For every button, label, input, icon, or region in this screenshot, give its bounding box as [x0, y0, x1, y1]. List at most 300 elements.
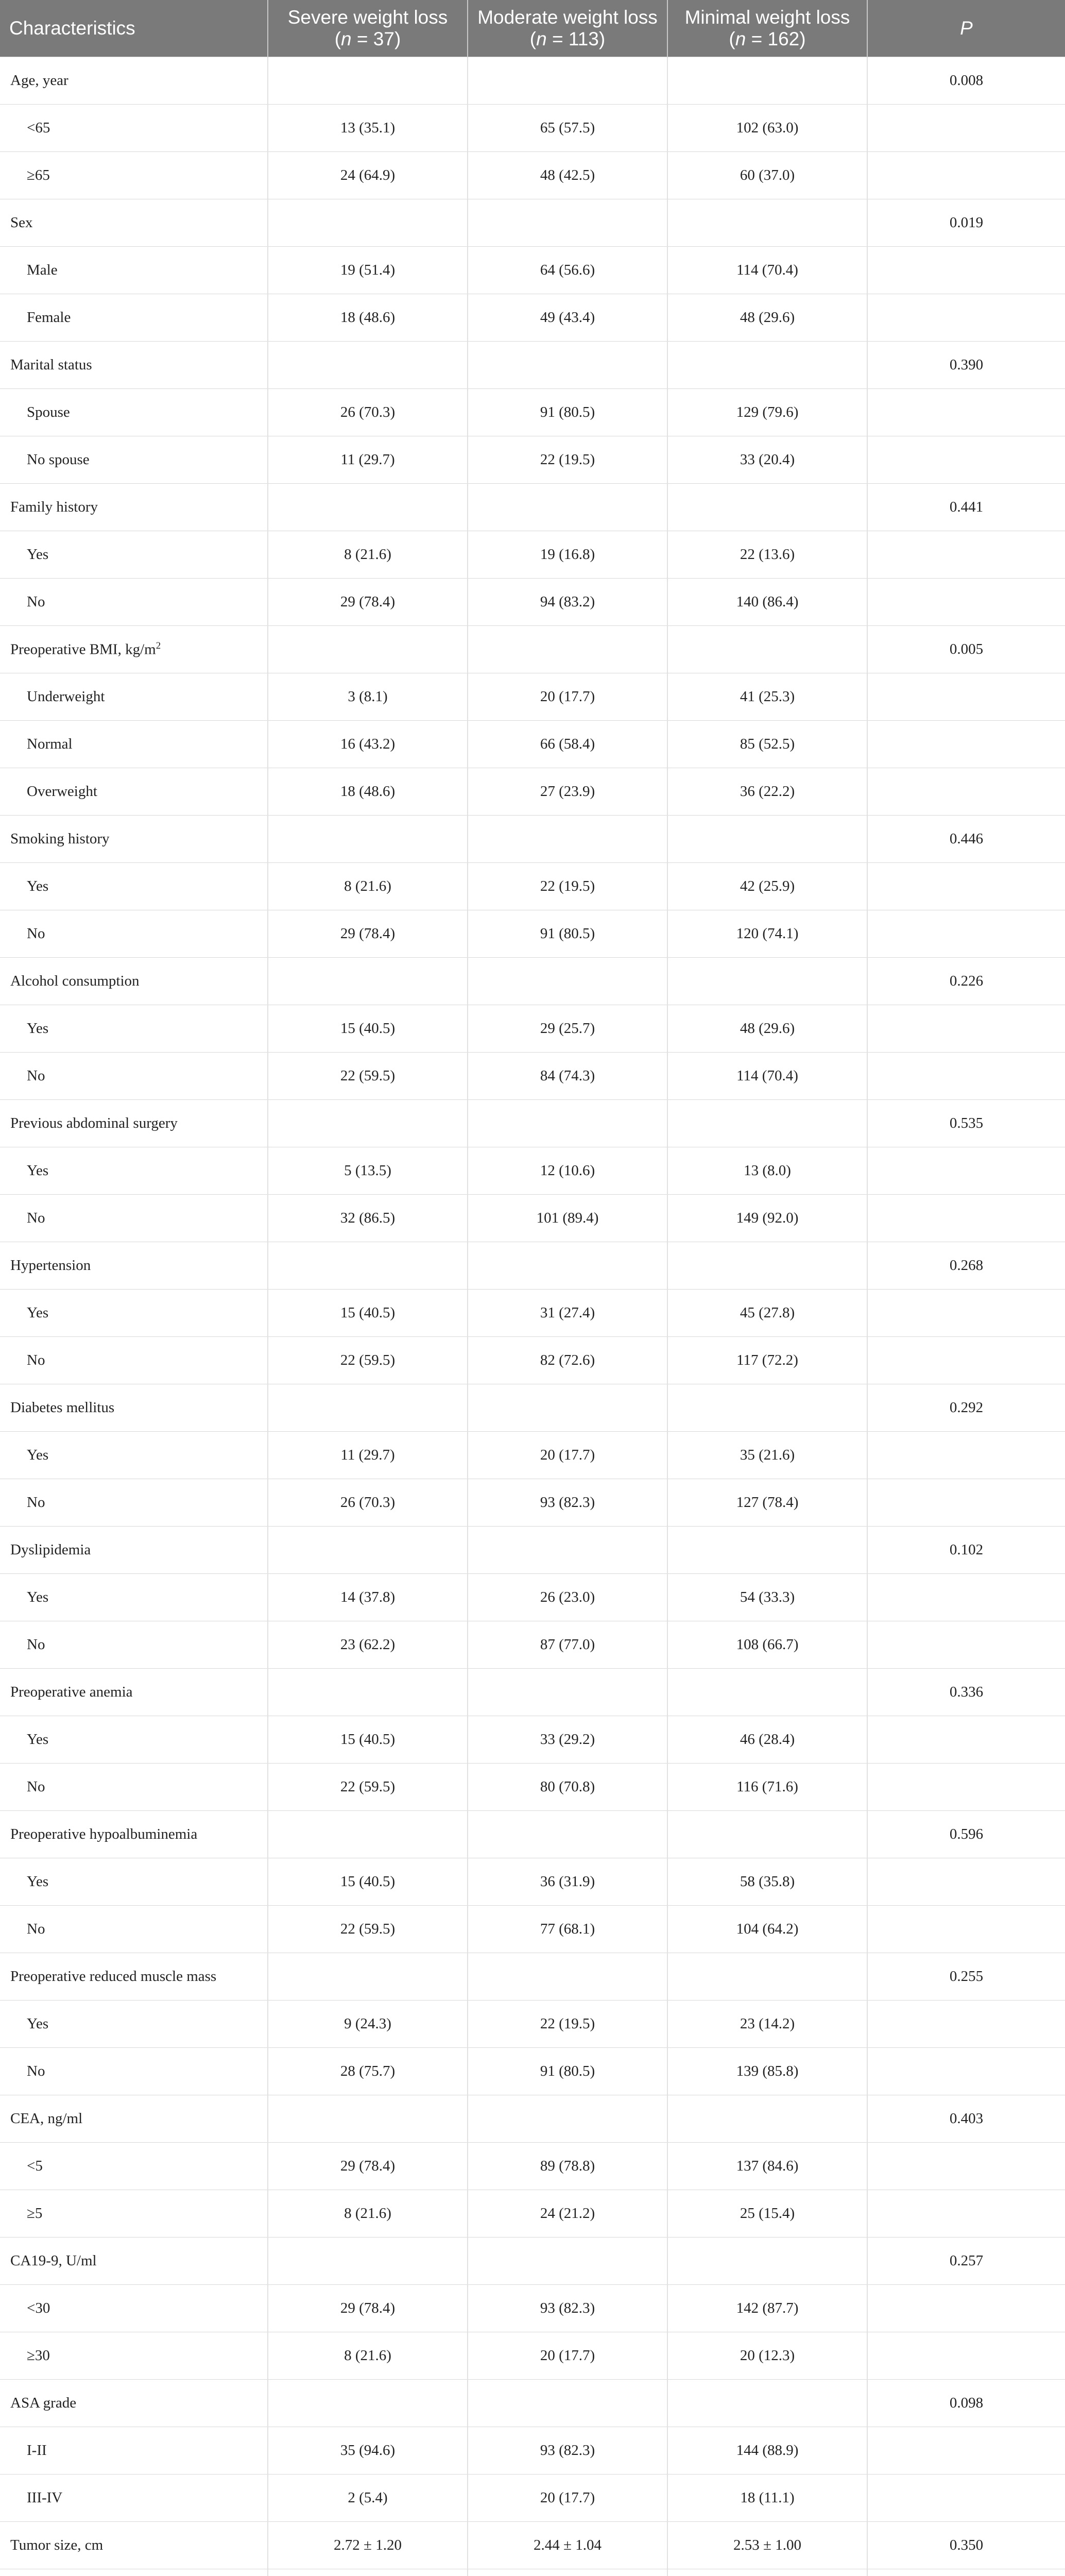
table-row-subcategory [0, 1337, 1065, 1384]
minimal-cell: 22 (13.6) [667, 531, 867, 579]
header-severe-weight-loss: Severe weight loss (n = 37) [268, 0, 468, 57]
minimal-cell: 104 (64.2) [667, 1906, 867, 1953]
minimal-cell: 25 (15.4) [667, 2190, 867, 2238]
characteristic-cell: Smoking history [0, 816, 268, 863]
p-value-cell [867, 1432, 1065, 1479]
severe-cell: 22 (59.5) [268, 1337, 468, 1384]
characteristic-cell: No spouse [0, 436, 268, 484]
moderate-cell: 66 (58.4) [468, 721, 667, 768]
severe-cell [268, 342, 468, 389]
minimal-cell [667, 1669, 867, 1716]
p-value-cell: 0.292 [867, 1384, 1065, 1432]
minimal-cell: 108 (66.7) [667, 1621, 867, 1669]
p-value-cell [867, 2143, 1065, 2190]
moderate-cell [468, 342, 667, 389]
characteristic-cell: Family history [0, 484, 268, 531]
minimal-cell [667, 816, 867, 863]
p-value-cell: 0.005 [867, 626, 1065, 673]
minimal-cell: 142 (87.7) [667, 2285, 867, 2332]
characteristic-cell: Preoperative anemia [0, 1669, 268, 1716]
characteristic-cell: Sex [0, 199, 268, 247]
moderate-cell: 84 (74.3) [468, 1053, 667, 1100]
characteristic-cell: Marital status [0, 342, 268, 389]
severe-cell: 29 (78.4) [268, 579, 468, 626]
severe-cell [268, 1384, 468, 1432]
moderate-cell: 20 (17.7) [468, 2475, 667, 2522]
moderate-cell: 27 (23.9) [468, 768, 667, 816]
moderate-cell: 12 (10.6) [468, 1147, 667, 1195]
p-value-cell: 0.268 [867, 1242, 1065, 1290]
moderate-cell: 77 (68.1) [468, 1906, 667, 1953]
table-row-characteristic [0, 1527, 1065, 1574]
severe-cell [268, 816, 468, 863]
characteristic-cell: CEA, ng/ml [0, 2095, 268, 2143]
characteristic-cell: <30 [0, 2285, 268, 2332]
minimal-cell: 41 (25.3) [667, 673, 867, 721]
severe-cell: 35 (94.6) [268, 2427, 468, 2475]
table-row-subcategory [0, 2475, 1065, 2522]
moderate-cell: 20 (17.7) [468, 673, 667, 721]
p-value-cell: 0.257 [867, 2238, 1065, 2285]
characteristic-cell: CA19-9, U/ml [0, 2238, 268, 2285]
characteristic-cell: Yes [0, 1005, 268, 1053]
moderate-cell [468, 1384, 667, 1432]
table-row-subcategory [0, 294, 1065, 342]
minimal-cell [667, 1242, 867, 1290]
moderate-cell: 19 (16.8) [468, 531, 667, 579]
p-value-cell [867, 1195, 1065, 1242]
minimal-cell [667, 1527, 867, 1574]
table-row-subcategory [0, 1195, 1065, 1242]
characteristic-cell: Female [0, 294, 268, 342]
p-value-cell [867, 105, 1065, 152]
table-row-characteristic [0, 2380, 1065, 2427]
p-value-cell [867, 579, 1065, 626]
table-row-characteristic [0, 199, 1065, 247]
severe-cell: 8 (21.6) [268, 2190, 468, 2238]
minimal-cell: 149 (92.0) [667, 1195, 867, 1242]
minimal-cell: 45 (27.8) [667, 1290, 867, 1337]
moderate-cell: 49 (43.4) [468, 294, 667, 342]
minimal-cell [667, 1811, 867, 1858]
characteristic-cell: Underweight [0, 673, 268, 721]
minimal-cell: 139 (85.8) [667, 2048, 867, 2095]
p-value-cell [867, 1574, 1065, 1621]
characteristic-cell: Diabetes mellitus [0, 1384, 268, 1432]
table-row-subcategory [0, 673, 1065, 721]
moderate-cell: 24 (21.2) [468, 2190, 667, 2238]
table-row-subcategory [0, 2190, 1065, 2238]
table-row-characteristic [0, 1242, 1065, 1290]
moderate-cell [468, 816, 667, 863]
severe-cell: 2 (5.4) [268, 2475, 468, 2522]
severe-cell: 22 (59.5) [268, 1764, 468, 1811]
characteristic-cell: Yes [0, 2001, 268, 2048]
header-characteristics: Characteristics [0, 0, 268, 57]
moderate-cell [468, 1811, 667, 1858]
p-value-cell [867, 721, 1065, 768]
moderate-cell: 101 (89.4) [468, 1195, 667, 1242]
minimal-cell [667, 199, 867, 247]
minimal-cell: 35 (21.6) [667, 1432, 867, 1479]
p-value-cell: 0.535 [867, 1100, 1065, 1147]
minimal-cell: 48 (29.6) [667, 1005, 867, 1053]
minimal-cell [667, 342, 867, 389]
severe-cell: 14 (37.8) [268, 1574, 468, 1621]
severe-cell: 13 (35.1) [268, 105, 468, 152]
moderate-cell: 93 (82.3) [468, 1479, 667, 1527]
severe-cell [268, 1953, 468, 2001]
moderate-cell [468, 2238, 667, 2285]
table-row-subcategory [0, 768, 1065, 816]
p-value-cell: 0.102 [867, 1527, 1065, 1574]
moderate-cell [468, 1100, 667, 1147]
severe-cell: 23 (62.2) [268, 1621, 468, 1669]
severe-cell: 2.72 ± 1.20 [268, 2522, 468, 2569]
severe-cell: 11 (29.7) [268, 436, 468, 484]
severe-cell: 29 (78.4) [268, 2143, 468, 2190]
moderate-cell: 20 (17.7) [468, 2332, 667, 2380]
table-row-subcategory [0, 2048, 1065, 2095]
severe-cell: 29 (78.4) [268, 910, 468, 958]
characteristic-cell: No [0, 1479, 268, 1527]
minimal-cell: 54 (33.3) [667, 1574, 867, 1621]
characteristic-cell: <65 [0, 105, 268, 152]
minimal-cell: 120 (74.1) [667, 910, 867, 958]
severe-cell [268, 2238, 468, 2285]
severe-cell [268, 1811, 468, 1858]
characteristic-cell: ≥30 [0, 2332, 268, 2380]
p-value-cell [867, 531, 1065, 579]
minimal-cell [667, 484, 867, 531]
characteristic-cell: Yes [0, 1858, 268, 1906]
table-row-subcategory [0, 2285, 1065, 2332]
moderate-cell: 94 (83.2) [468, 579, 667, 626]
moderate-cell [468, 958, 667, 1005]
p-value-cell [867, 1858, 1065, 1906]
moderate-cell: 87 (77.0) [468, 1621, 667, 1669]
moderate-cell: 91 (80.5) [468, 2048, 667, 2095]
severe-cell: 3 (8.1) [268, 673, 468, 721]
table-row-characteristic [0, 2238, 1065, 2285]
minimal-cell: 18 (11.1) [667, 2475, 867, 2522]
minimal-cell: 58 (35.8) [667, 1858, 867, 1906]
minimal-cell: 2.53 ± 1.00 [667, 2522, 867, 2569]
severe-cell: 26 (70.3) [268, 1479, 468, 1527]
moderate-cell: 91 (80.5) [468, 389, 667, 436]
moderate-cell: 22 (19.5) [468, 2001, 667, 2048]
minimal-cell: 33 (20.4) [667, 436, 867, 484]
p-value-cell [867, 1005, 1065, 1053]
minimal-cell: 116 (71.6) [667, 1764, 867, 1811]
severe-cell: 32 (86.5) [268, 1195, 468, 1242]
minimal-cell [667, 2095, 867, 2143]
p-value-cell: 0.255 [867, 1953, 1065, 2001]
table-row-subcategory [0, 2427, 1065, 2475]
minimal-cell: 129 (79.6) [667, 389, 867, 436]
p-value-cell [867, 2190, 1065, 2238]
p-value-cell [867, 2475, 1065, 2522]
minimal-cell: 60 (37.0) [667, 152, 867, 199]
characteristic-cell: Hypertension [0, 1242, 268, 1290]
table-row-characteristic [0, 1384, 1065, 1432]
minimal-cell [667, 2380, 867, 2427]
minimal-cell [667, 958, 867, 1005]
characteristic-cell: Preoperative reduced muscle mass [0, 1953, 268, 2001]
characteristic-cell: No [0, 1764, 268, 1811]
characteristic-cell: Alcohol consumption [0, 958, 268, 1005]
table-row-subcategory [0, 1574, 1065, 1621]
table-row-characteristic [0, 1100, 1065, 1147]
moderate-cell: 91 (80.5) [468, 910, 667, 958]
characteristic-cell: Tumor size, cm [0, 2522, 268, 2569]
minimal-cell: 114 (70.4) [667, 1053, 867, 1100]
p-value-cell [867, 768, 1065, 816]
moderate-cell: 2.44 ± 1.04 [468, 2522, 667, 2569]
characteristic-cell: ≥5 [0, 2190, 268, 2238]
table-row-subcategory [0, 1764, 1065, 1811]
severe-cell [268, 1100, 468, 1147]
severe-cell: 15 (40.5) [268, 1716, 468, 1764]
characteristic-cell: I-II [0, 2427, 268, 2475]
p-value-cell: 0.596 [867, 1811, 1065, 1858]
p-value-cell: 0.008 [867, 57, 1065, 105]
severe-cell: 18 (48.6) [268, 294, 468, 342]
table-row-characteristic [0, 1669, 1065, 1716]
moderate-cell [468, 1527, 667, 1574]
moderate-cell: 65 (57.5) [468, 105, 667, 152]
characteristic-cell: III-IV [0, 2475, 268, 2522]
table-row-subcategory [0, 2143, 1065, 2190]
severe-cell [268, 1527, 468, 1574]
minimal-cell [667, 1953, 867, 2001]
minimal-cell [667, 2238, 867, 2285]
characteristic-cell: No [0, 910, 268, 958]
moderate-cell: 64 (56.6) [468, 247, 667, 294]
minimal-cell [667, 57, 867, 105]
table-row-subcategory [0, 721, 1065, 768]
characteristic-cell: Preoperative hypoalbuminemia [0, 1811, 268, 1858]
severe-cell: 15 (40.5) [268, 1005, 468, 1053]
severe-cell: 29 (78.4) [268, 2285, 468, 2332]
minimal-cell: 114 (70.4) [667, 247, 867, 294]
characteristic-cell: Spouse [0, 389, 268, 436]
table-row-subcategory [0, 1479, 1065, 1527]
moderate-cell: 22 (19.5) [468, 863, 667, 910]
moderate-cell: 20 (17.7) [468, 1432, 667, 1479]
table-row-subcategory [0, 389, 1065, 436]
p-value-cell [867, 1906, 1065, 1953]
moderate-cell [468, 2569, 667, 2576]
p-value-cell [867, 1479, 1065, 1527]
table-row-subcategory [0, 1053, 1065, 1100]
header-moderate-weight-loss: Moderate weight loss (n = 113) [468, 0, 667, 57]
moderate-cell [468, 2380, 667, 2427]
characteristic-cell: Yes [0, 1716, 268, 1764]
table-row-subcategory [0, 2001, 1065, 2048]
moderate-cell [468, 1669, 667, 1716]
p-value-cell [867, 2569, 1065, 2576]
characteristic-cell: Dyslipidemia [0, 1527, 268, 1574]
p-value-cell [867, 1337, 1065, 1384]
p-value-cell [867, 910, 1065, 958]
characteristic-cell: Yes [0, 531, 268, 579]
p-value-cell: 0.019 [867, 199, 1065, 247]
characteristic-cell: Normal [0, 721, 268, 768]
p-value-cell: 0.403 [867, 2095, 1065, 2143]
moderate-cell [468, 1242, 667, 1290]
severe-cell [268, 958, 468, 1005]
p-value-cell: 0.446 [867, 816, 1065, 863]
severe-cell [268, 2569, 468, 2576]
table-row-subcategory [0, 1906, 1065, 1953]
moderate-cell: 22 (19.5) [468, 436, 667, 484]
severe-cell: 19 (51.4) [268, 247, 468, 294]
severe-cell [268, 57, 468, 105]
moderate-cell: 93 (82.3) [468, 2285, 667, 2332]
p-value-cell [867, 2001, 1065, 2048]
moderate-cell [468, 626, 667, 673]
severe-cell [268, 199, 468, 247]
moderate-cell [468, 484, 667, 531]
table-row-subcategory [0, 152, 1065, 199]
characteristic-cell: ASA grade [0, 2380, 268, 2427]
table-row-subcategory [0, 1621, 1065, 1669]
severe-cell: 5 (13.5) [268, 1147, 468, 1195]
severe-cell: 22 (59.5) [268, 1906, 468, 1953]
p-value-cell [867, 1147, 1065, 1195]
minimal-cell: 85 (52.5) [667, 721, 867, 768]
moderate-cell: 82 (72.6) [468, 1337, 667, 1384]
p-value-cell: 0.226 [867, 958, 1065, 1005]
characteristic-cell: Yes [0, 1290, 268, 1337]
table-row-subcategory [0, 1147, 1065, 1195]
minimal-cell: 117 (72.2) [667, 1337, 867, 1384]
table-row-subcategory [0, 1858, 1065, 1906]
severe-cell [268, 2380, 468, 2427]
characteristic-cell: Yes [0, 863, 268, 910]
minimal-cell [667, 1384, 867, 1432]
minimal-cell: 13 (8.0) [667, 1147, 867, 1195]
table-row-subcategory [0, 1716, 1065, 1764]
characteristic-cell: No [0, 1195, 268, 1242]
characteristic-cell: Overweight [0, 768, 268, 816]
header-p-value: P [867, 0, 1065, 57]
severe-cell: 11 (29.7) [268, 1432, 468, 1479]
characteristic-cell [0, 2569, 268, 2576]
characteristic-cell: No [0, 1621, 268, 1669]
table-row-characteristic [0, 1811, 1065, 1858]
minimal-cell: 42 (25.9) [667, 863, 867, 910]
table-row-characteristic [0, 816, 1065, 863]
severe-cell: 8 (21.6) [268, 863, 468, 910]
severe-cell [268, 1242, 468, 1290]
severe-cell: 28 (75.7) [268, 2048, 468, 2095]
characteristic-cell: No [0, 579, 268, 626]
p-value-cell [867, 436, 1065, 484]
p-value-cell [867, 1716, 1065, 1764]
characteristic-cell: Previous abdominal surgery [0, 1100, 268, 1147]
minimal-cell: 140 (86.4) [667, 579, 867, 626]
severe-cell: 16 (43.2) [268, 721, 468, 768]
moderate-cell: 33 (29.2) [468, 1716, 667, 1764]
table-row-characteristic [0, 484, 1065, 531]
severe-cell: 15 (40.5) [268, 1290, 468, 1337]
p-value-cell [867, 1053, 1065, 1100]
p-value-cell [867, 2427, 1065, 2475]
moderate-cell: 48 (42.5) [468, 152, 667, 199]
minimal-cell [667, 1100, 867, 1147]
minimal-cell: 144 (88.9) [667, 2427, 867, 2475]
table-row-subcategory [0, 247, 1065, 294]
minimal-cell: 48 (29.6) [667, 294, 867, 342]
characteristic-cell: <5 [0, 2143, 268, 2190]
unit-superscript: 2 [156, 640, 161, 652]
severe-cell: 9 (24.3) [268, 2001, 468, 2048]
table-row-characteristic [0, 1953, 1065, 2001]
moderate-cell: 29 (25.7) [468, 1005, 667, 1053]
severe-cell [268, 1669, 468, 1716]
table-row-characteristic [0, 958, 1065, 1005]
minimal-cell: 23 (14.2) [667, 2001, 867, 2048]
severe-cell: 8 (21.6) [268, 2332, 468, 2380]
moderate-cell: 36 (31.9) [468, 1858, 667, 1906]
characteristic-cell: Preoperative BMI, $kg/m^2$ [0, 626, 268, 673]
table-row-characteristic [0, 2095, 1065, 2143]
severe-cell: 24 (64.9) [268, 152, 468, 199]
moderate-cell [468, 57, 667, 105]
characteristic-cell: Age, year [0, 57, 268, 105]
table-body [0, 57, 1065, 2576]
minimal-cell: 46 (28.4) [667, 1716, 867, 1764]
severe-cell: 8 (21.6) [268, 531, 468, 579]
table-header [0, 0, 1065, 57]
table-row-subcategory [0, 910, 1065, 958]
p-value-cell: 0.350 [867, 2522, 1065, 2569]
table-row-characteristic [0, 2569, 1065, 2576]
p-value-cell [867, 294, 1065, 342]
table-row-subcategory [0, 2332, 1065, 2380]
moderate-cell: 26 (23.0) [468, 1574, 667, 1621]
severe-cell [268, 626, 468, 673]
p-value-cell: 0.441 [867, 484, 1065, 531]
characteristic-cell: Yes [0, 1147, 268, 1195]
moderate-cell: 89 (78.8) [468, 2143, 667, 2190]
minimal-cell [667, 2569, 867, 2576]
header-minimal-weight-loss: Minimal weight loss (n = 162) [667, 0, 867, 57]
table-row-subcategory [0, 863, 1065, 910]
table-row-subcategory [0, 1432, 1065, 1479]
p-value-cell: 0.336 [867, 1669, 1065, 1716]
p-value-cell [867, 1621, 1065, 1669]
p-value-cell [867, 152, 1065, 199]
minimal-cell: 137 (84.6) [667, 2143, 867, 2190]
p-value-cell [867, 2285, 1065, 2332]
minimal-cell: 102 (63.0) [667, 105, 867, 152]
characteristic-cell: No [0, 1337, 268, 1384]
severe-cell [268, 2095, 468, 2143]
p-value-cell [867, 673, 1065, 721]
p-value-cell [867, 863, 1065, 910]
minimal-cell [667, 626, 867, 673]
table-row-characteristic [0, 57, 1065, 105]
severe-cell: 18 (48.6) [268, 768, 468, 816]
table-row-subcategory [0, 436, 1065, 484]
moderate-cell: 31 (27.4) [468, 1290, 667, 1337]
characteristic-cell: Male [0, 247, 268, 294]
table-row-subcategory [0, 1290, 1065, 1337]
minimal-cell: 127 (78.4) [667, 1479, 867, 1527]
